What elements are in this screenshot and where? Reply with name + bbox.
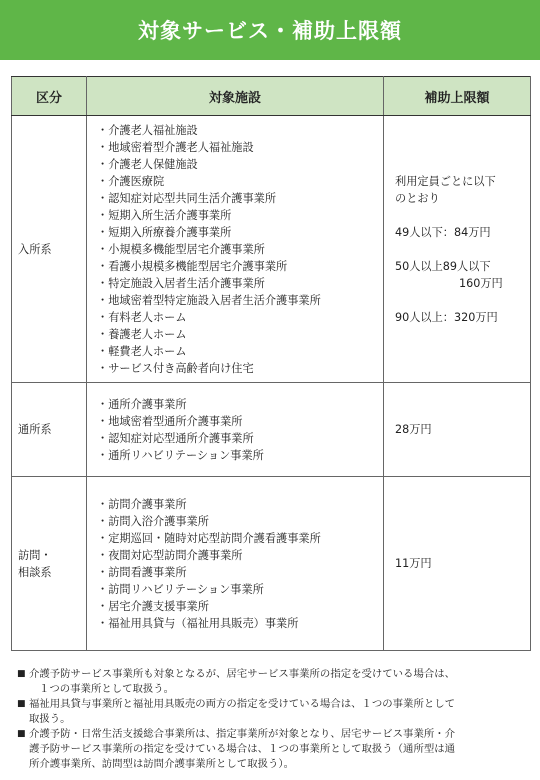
facility-item: ・ 軽費老人ホーム <box>97 343 383 360</box>
facilities-cell <box>87 116 384 383</box>
header-facilities: 対象施設 <box>87 77 384 116</box>
facility-item: ・ 通所リハビリテーション事業所 <box>97 447 383 464</box>
facility-item: ・ 地域密着型通所介護事業所 <box>97 413 383 430</box>
facility-item: ・ 訪問リハビリテーション事業所 <box>97 581 383 598</box>
facility-item: ・ 養護老人ホーム <box>97 326 383 343</box>
limit-tier-3: 90人以上：320万円 <box>395 310 498 324</box>
facility-item: ・ 短期入所生活介護事業所 <box>97 207 383 224</box>
facility-item: ・ 福祉用具貸与（福祉用具販売）事業所 <box>97 615 383 632</box>
note-line: 介護予防・日常生活支援総合事業所は、指定事業所が対象となり、居宅サービス事業所・介 <box>29 728 456 740</box>
category-cell: 入所系 <box>12 116 87 383</box>
header-category: 区分 <box>12 77 87 116</box>
facility-item: ・ 夜間対応型訪問介護事業所 <box>97 547 383 564</box>
limit-cell <box>384 116 531 383</box>
facility-list <box>97 122 383 377</box>
note-line: 所介護事業所、訪問型は訪問介護事業所として取扱う）。 <box>29 758 294 770</box>
note-line: 取扱う。 <box>29 713 71 725</box>
header-limit: 補助上限額 <box>384 77 531 116</box>
facility-item: ・ 認知症対応型通所介護事業所 <box>97 430 383 447</box>
table-row-daycare <box>12 383 531 477</box>
note-item <box>17 697 529 727</box>
note-line: １つの事業所として取扱う。 <box>39 683 175 695</box>
square-bullet-icon: ■ <box>17 699 26 709</box>
facility-item: ・ 看護小規模多機能型居宅介護事業所 <box>97 258 383 275</box>
facility-item: ・ 定期巡回・随時対応型訪問介護看護事業所 <box>97 530 383 547</box>
table-row-visiting <box>12 477 531 651</box>
note-line: 福祉用具貸与事業所と福祉用具販売の両方の指定を受けている場合は、１つの事業所として <box>29 698 456 710</box>
facility-item: ・ 有料老人ホーム <box>97 309 383 326</box>
facility-item: ・ 地域密着型特定施設入居者生活介護事業所 <box>97 292 383 309</box>
category-line: 訪問・ <box>18 548 52 562</box>
page-title: 対象サービス・補助上限額 <box>0 0 540 60</box>
limit-tier-2: 50人以上89人以下 <box>395 259 491 273</box>
facility-item: ・ 訪問入浴介護事業所 <box>97 513 383 530</box>
limit-tier-2-amount: 160万円 <box>459 276 503 290</box>
note-line: 護予防サービス事業所の指定を受けている場合は、１つの事業所として取扱う（通所型は通 <box>29 743 456 755</box>
facility-item: ・ 小規模多機能型居宅介護事業所 <box>97 241 383 258</box>
limit-cell: 28万円 <box>384 383 531 477</box>
category-cell: 通所系 <box>12 383 87 477</box>
category-cell <box>12 477 87 651</box>
facilities-cell <box>87 383 384 477</box>
limit-cell: 11万円 <box>384 477 531 651</box>
square-bullet-icon: ■ <box>17 669 26 679</box>
facility-item: ・ 居宅介護支援事業所 <box>97 598 383 615</box>
facility-item: ・ 介護老人福祉施設 <box>97 122 383 139</box>
limit-intro: のとおり <box>395 191 440 205</box>
facilities-cell <box>87 477 384 651</box>
subsidy-table <box>11 76 531 651</box>
table-header-row <box>12 77 531 116</box>
facility-item: ・ 地域密着型介護老人福祉施設 <box>97 139 383 156</box>
limit-intro: 利用定員ごとに以下 <box>395 174 496 188</box>
facility-item: ・ 特定施設入居者生活介護事業所 <box>97 275 383 292</box>
notes <box>17 667 529 772</box>
facility-list <box>97 496 383 632</box>
facility-item: ・ 介護医療院 <box>97 173 383 190</box>
facility-item: ・ 介護老人保健施設 <box>97 156 383 173</box>
category-line: 相談系 <box>18 565 52 579</box>
note-item <box>17 667 529 697</box>
square-bullet-icon: ■ <box>17 729 26 739</box>
limit-tier-1: 49人以下：84万円 <box>395 225 491 239</box>
facility-item: ・ 訪問看護事業所 <box>97 564 383 581</box>
facility-item: ・ 通所介護事業所 <box>97 396 383 413</box>
facility-item: ・ 訪問介護事業所 <box>97 496 383 513</box>
note-item <box>17 727 529 772</box>
facility-item: ・ サービス付き高齢者向け住宅 <box>97 360 383 377</box>
facility-item: ・ 短期入所療養介護事業所 <box>97 224 383 241</box>
facility-item: ・ 認知症対応型共同生活介護事業所 <box>97 190 383 207</box>
note-line: 介護予防サービス事業所も対象となるが、居宅サービス事業所の指定を受けている場合は、 <box>29 668 456 680</box>
facility-list <box>97 396 383 464</box>
table-row-residential <box>12 116 531 383</box>
